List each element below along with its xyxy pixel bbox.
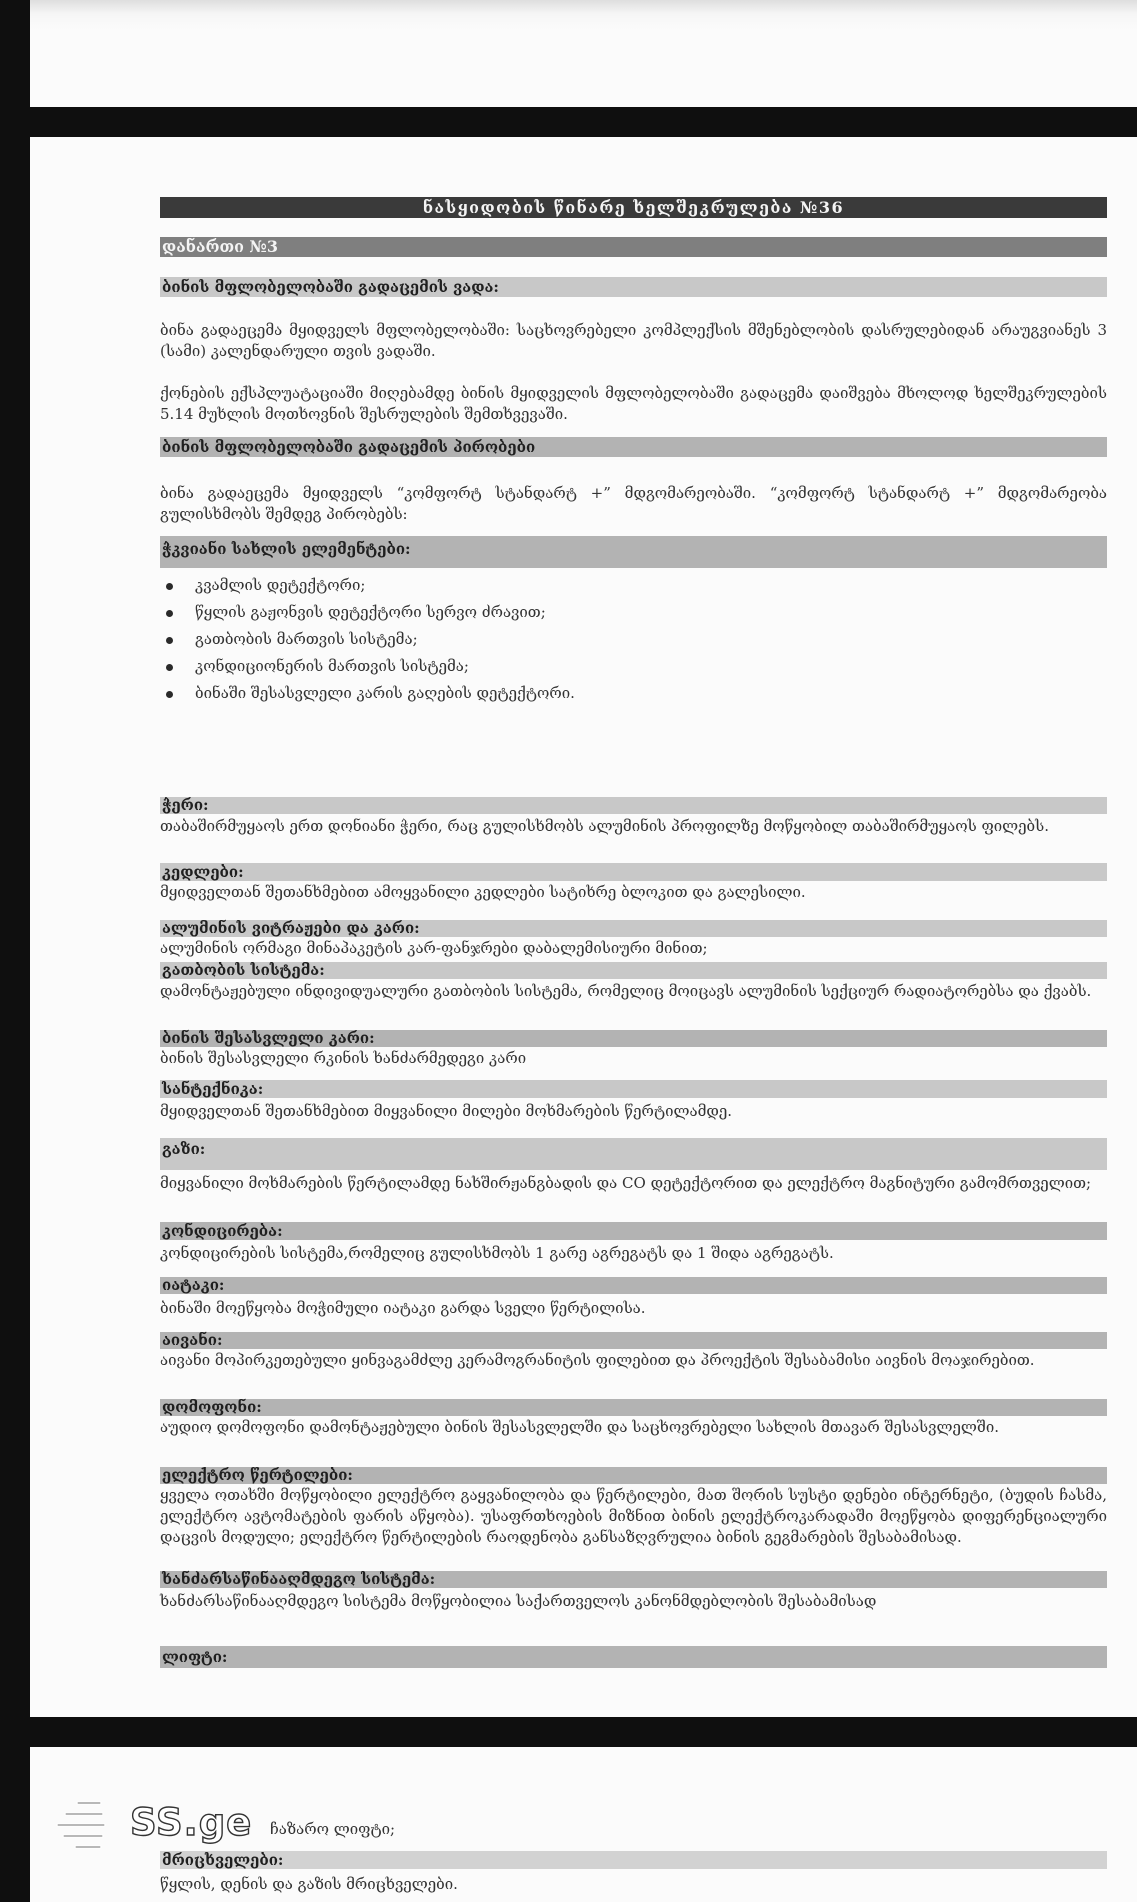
gas-heading: გაზი: [160,1138,1107,1170]
next-page-fragment [30,1747,1137,1902]
heating-heading: გათბობის სისტემა: [160,962,1107,979]
list-item: წყლის გაჟონვის დეტექტორი სერვო ძრავით; [160,599,1107,626]
conditioning-text: კონდიცირების სისტემა,რომელიც გულისხმობს 1 გარე აგრეგატს და 1 შიდა აგრეგატს. [160,1244,834,1262]
aluminium-heading: ალუმინის ვიტრაჟები და კარი: [160,920,1107,937]
conditioning-heading: კონდიცირება: [160,1222,1107,1240]
floor-heading: იატაკი: [160,1277,1107,1294]
fire-system-heading: ხანძარსაწინააღმდეგო სისტემა: [160,1571,1107,1588]
handover-term-paragraph-1: ბინა გადაეცემა მყიდველს მფლობელობაში: საცხოვრებელი კომპლექსის მშენებლობის დასრულებიდან არაუგვიანეს 3 (სამი) კალენდარული თვის ვადაში. [160,321,1107,360]
contract-title: ნასყიდობის წინარე ხელშეკრულება №36 [160,197,1107,218]
meters-heading: მრიცხველები: [160,1851,1107,1869]
gas-text: მიყვანილი მოხმარების წერტილამდე ნახშირჟანგბადის და CO დეტექტორით და ელექტრო მაგნიტური გამომრთველით; [160,1174,1092,1192]
plumbing-heading: სანტექნიკა: [160,1080,1107,1098]
handover-term-paragraph-2: ქონების ექსპლუატაციაში მიღებამდე ბინის მყიდველის მფლობელობაში გადაცემა დაიშვება მხოლოდ ხელშეკრულების 5.14 მუხლის მოთხოვნის შესრულების შემთხვევაში. [160,384,1107,423]
previous-page-fragment [30,0,1137,107]
floor-text: ბინაში მოეწყობა მოჭიმული იატაკი გარდა სველი წერტილისა. [160,1299,646,1317]
walls-text: მყიდველთან შეთანხმებით ამოყვანილი კედლები სატიხრე ბლოკით და გალესილი. [160,883,806,901]
intercom-heading: დომოფონი: [160,1399,1107,1416]
smart-home-list [160,572,1107,707]
list-item: ბინაში შესასვლელი კარის გაღების დეტექტორი. [160,680,1107,707]
plumbing-text: მყიდველთან შეთანხმებით მიყვანილი მილები მოხმარების წერტილამდე. [160,1102,733,1120]
fire-system-text: ხანძარსაწინააღმდეგო სისტემა მოწყობილია საქართველოს კანონმდებლობის შესაბამისად [160,1592,877,1610]
aluminium-text: ალუმინის ორმაგი მინაპაკეტის კარ-ფანჯრები დაბალემისიური მინით; [160,939,708,957]
balcony-heading: აივანი: [160,1332,1107,1349]
ceiling-heading: ჭერი: [160,797,1107,814]
elevator-heading: ლიფტი: [160,1646,1107,1668]
entrance-door-text: ბინის შესასვლელი რკინის ხანძარმედეგი კარი [160,1049,527,1067]
ceiling-text: თაბაშირმუყაოს ერთ დონიანი ჭერი, რაც გულისხმობს ალუმინის პროფილზე მოწყობილ თაბაშირმუყაოს ფილებს. [160,817,1049,835]
handover-conditions-heading: ბინის მფლობელობაში გადაცემის პირობები [160,437,1107,457]
elevator-text: ჩაზარო ლიფტი; [270,1820,396,1838]
list-lines-icon [52,1795,110,1853]
intercom-text: აუდიო დომოფონი დამონტაჟებული ბინის შესასვლელში და საცხოვრებელი სახლის მთავარ შესასვლელში. [160,1418,999,1436]
document-page [30,137,1137,1717]
list-item: კვამლის დეტექტორი; [160,572,1107,599]
handover-conditions-intro: ბინა გადაეცემა მყიდველს “კომფორტ სტანდარტ +” მდგომარეობაში. “კომფორტ სტანდარტ +” მდგომარეობა გულისხმობს შემდეგ პირობებს: [160,484,1107,523]
handover-term-heading: ბინის მფლობელობაში გადაცემის ვადა: [160,277,1107,297]
entrance-door-heading: ბინის შესასვლელი კარი: [160,1030,1107,1047]
meters-text: წყლის, დენის და გაზის მრიცხველები. [160,1875,458,1893]
annex-label: დანართი №3 [160,237,1107,257]
list-item: გათბობის მართვის სისტემა; [160,626,1107,653]
balcony-text: აივანი მოპირკეთებული ყინვაგამძლე კერამოგრანიტის ფილებით და პროექტის შესაბამისი აივნის მოაჯირებით. [160,1351,1035,1369]
smart-home-heading: ჭკვიანი სახლის ელემენტები: [160,536,1107,568]
heating-text: დამონტაჟებული ინდივიდუალური გათბობის სისტემა, რომელიც მოიცავს ალუმინის სექციურ რადიატორებსა და ქვაბს. [160,982,1092,1000]
walls-heading: კედლები: [160,863,1107,881]
electrical-heading: ელექტრო წერტილები: [160,1467,1107,1484]
watermark-logo: SS.ge [130,1801,253,1844]
electrical-text: ყველა ოთახში მოწყობილი ელექტრო გაყვანილობა და წერტილები, მათ შორის სუსტი დენები ინტერნეტი, (ბუდის ჩასმა, ელექტრო ავტომატების ფარის აწყობა). უსაფრთხოების მიზნით ბინის ელექტროკარადაში მოეწყობა დიფერენციალური დაცვის მოდული; ელექტრო წერტილების რაოდენობა განსაზღვრულია ბინის გეგმარების შესაბამისად. [160,1486,1107,1546]
list-item: კონდიციონერის მართვის სისტემა; [160,653,1107,680]
